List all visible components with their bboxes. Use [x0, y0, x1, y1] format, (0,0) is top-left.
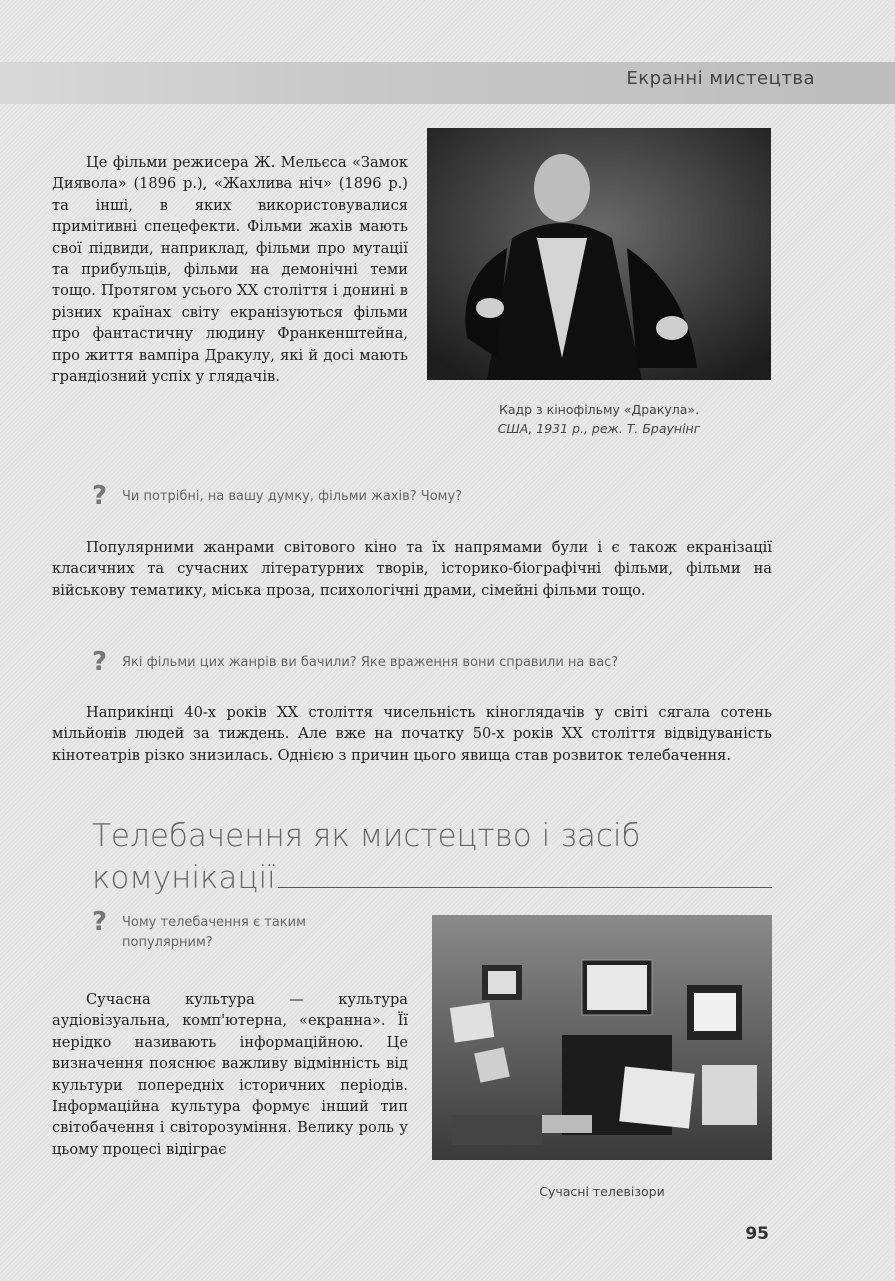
figure-caption-tvs: Сучасні телевізори — [539, 1184, 665, 1199]
paragraph-film-genres: Популярними жанрами світового кіно та їх напрямами були і є також екранізації класичних та сучасних літературних творів, історико-біографічні фільми, фільми на військову тематику, міська проза, психологічні драми, сімейні фільми тощо. — [52, 539, 772, 599]
question-block-1 — [92, 481, 772, 511]
question-mark-icon: ? — [92, 481, 108, 511]
heading-underline — [278, 887, 772, 888]
question-block-3 — [92, 907, 392, 953]
dracula-film-still — [427, 128, 771, 380]
running-header-title: Екранні мистецтва — [626, 68, 815, 89]
dracula-still-image — [427, 128, 771, 380]
paragraph-audiovisual-culture: Сучасна культура — культура аудіовізуальна, комп'ютерна, «екранна». Її нерідко називають інформаційною. Це визначення пояснює важливу відмінність від культури попередніх історичних періодів. Інформаційна культура формує інший тип світобачення і світорозуміння. Велику роль у цьому процесі відіграє — [52, 991, 408, 1158]
modern-tvs-photo — [432, 915, 772, 1160]
figure-caption-dracula — [427, 400, 771, 438]
caption-line-title: Кадр з кінофільму «Дракула». — [498, 402, 700, 417]
question-text: Чи потрібні, на вашу думку, фільми жахів? Чому? — [122, 489, 463, 504]
heading-line-1: Телебачення як мистецтво і засіб — [92, 818, 641, 854]
paragraph-horror-films: Це фільми режисера Ж. Мельєса «Замок Диявола» (1896 р.), «Жахлива ніч» (1896 р.) та інші, в яких використовувалися примітивні спецефекти. Фільми жахів мають свої підвиди, наприклад, фільми про мутації та прибульців, фільми на демонічні теми тощо. Протягом усього XX століття і донині в різних країнах світу екранізуються фільми про фантастичну людину Франкенштейна, про життя вампіра Дракулу, які й досі мають грандіозний успіх у глядачів. — [52, 154, 408, 386]
question-mark-icon: ? — [92, 647, 108, 677]
question-text: Чому телебачення є таким популярним? — [122, 915, 306, 950]
modern-tvs-image — [432, 915, 772, 1160]
heading-line-2: комунікації — [92, 860, 276, 896]
page-number: 95 — [745, 1224, 769, 1244]
question-block-2 — [92, 647, 772, 677]
caption-line-details: США, 1931 р., реж. Т. Браунінг — [497, 421, 701, 436]
paragraph-cinema-decline: Наприкінці 40-х років XX століття чисельність кіноглядачів у світі сягала сотень мільйонів людей за тиждень. Але вже на початку 50-х років XX століття відвідуваність кінотеатрів різко знизилась. Однією з причин цього явища став розвиток телебачення. — [52, 704, 772, 764]
question-text: Які фільми цих жанрів ви бачили? Яке враження вони справили на вас? — [122, 655, 619, 670]
question-mark-icon: ? — [92, 907, 108, 937]
